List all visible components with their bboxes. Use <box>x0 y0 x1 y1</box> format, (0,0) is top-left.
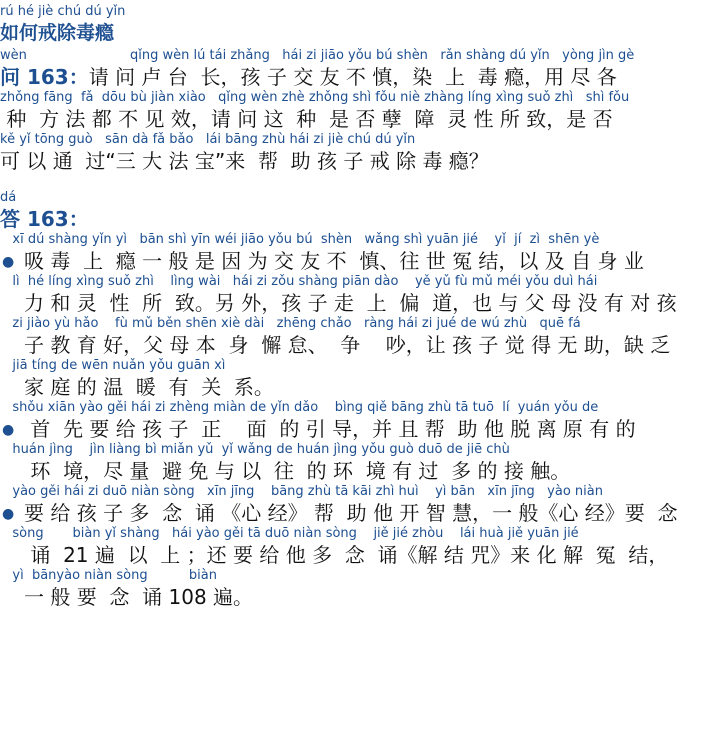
answer-label: 答 163： <box>0 207 89 231</box>
answer-line-text: 一 般 要 念 诵 108 遍。 <box>24 585 254 609</box>
answer-line-text: 吸 毒 上 瘾 一 般 是 因 为 交 友 不 慎、往 世 冤 结，以 及 自 身 业 <box>24 249 644 273</box>
page-title: 如何戒除毒瘾 <box>0 22 115 44</box>
question-line-text: 请 问 卢 台 长，孩 子 交 友 不 慎，染 上 毒 瘾，用 尽 各 <box>88 65 617 89</box>
answer-line-pinyin: sòng biàn yǐ shàng hái yào gěi tā duō niàn sòng jiě jié zhòu lái huà jiě yuān jié <box>0 526 579 541</box>
question-line <box>0 48 703 90</box>
answer-line-pinyin: shǒu xiān yào gěi hái zi zhèng miàn de yǐn dǎo bìng qiě bāng zhù tā tuō lí yuán yǒu de <box>0 400 599 415</box>
answer-line-text: 力 和 灵 性 所 致。另 外，孩 子 走 上 偏 道，也 与 父 母 没 有 对 孩 <box>24 291 677 315</box>
bullet-dot-icon: ● <box>2 254 15 270</box>
answer-line-text: 家 庭 的 温 暖 有 关 系。 <box>24 375 274 399</box>
answer-line-text: 首 先 要 给 孩 子 正 面 的 引 导，并 且 帮 助 他 脱 离 原 有 的 <box>24 417 636 441</box>
answer-line <box>0 400 703 442</box>
answer-heading <box>0 190 703 232</box>
question-line-pinyin: kě yǐ tōng guò sān dà fǎ bǎo lái bāng zhù hái zi jiè chú dú yǐn <box>0 132 416 147</box>
bullet-dot-icon: ● <box>2 422 15 438</box>
answer-line <box>0 568 703 610</box>
answer-line <box>0 484 703 526</box>
answer-line <box>0 442 703 484</box>
title-pinyin: rú hé jiè chú dú yǐn <box>0 4 126 19</box>
answer-line <box>0 358 703 400</box>
answer-line-text: 环 境，尽 量 避 免 与 以 往 的 环 境 有 过 多 的 接 触。 <box>24 459 571 483</box>
answer-line-pinyin: jiā tíng de wēn nuǎn yǒu guān xì <box>0 358 226 373</box>
answer-line-pinyin: yào gěi hái zi duō niàn sòng xīn jīng bāng zhù tā kāi zhì huì yì bān xīn jīng yào niàn <box>0 484 603 499</box>
bullet-dot-icon: ● <box>2 506 15 522</box>
answer-block <box>0 190 703 610</box>
answer-line-text: 诵 21 遍 以 上 ；还 要 给 他 多 念 诵《解 结 咒》来 化 解 冤 结， <box>24 543 669 567</box>
answer-line <box>0 316 703 358</box>
answer-line-pinyin: huán jìng jìn liàng bì miǎn yǔ yǐ wǎng de huán jìng yǒu guò duō de jiē chù <box>0 442 510 457</box>
answer-line-text: 子 教 育 好，父 母 本 身 懈 怠、 争 吵，让 孩 子 觉 得 无 助，缺 乏 <box>24 333 671 357</box>
question-label: 问 163： <box>0 65 89 89</box>
question-block <box>0 48 703 174</box>
answer-bullet <box>0 484 703 610</box>
question-label-pinyin: wèn <box>0 48 27 63</box>
answer-bullet <box>0 232 703 400</box>
question-line-pinyin: zhǒng fāng fǎ dōu bù jiàn xiào qǐng wèn zhè zhǒng shì fǒu niè zhàng líng xìng suǒ zhì shì fǒu <box>0 90 630 105</box>
answer-line <box>0 526 703 568</box>
answer-line <box>0 232 703 274</box>
answer-line-pinyin: yì bānyào niàn sòng biàn <box>0 568 217 583</box>
answer-line <box>0 274 703 316</box>
question-line-text: 种 方 法 都 不 见 效，请 问 这 种 是 否 孽 障 灵 性 所 致，是 否 <box>0 107 613 131</box>
answer-line-pinyin: lì hé líng xìng suǒ zhì lìng wài hái zi zǒu shàng piān dào yě yǔ fù mǔ méi yǒu duì hái <box>0 274 598 289</box>
answer-line-pinyin: zi jiào yù hǎo fù mǔ běn shēn xiè dài zhēng chǎo ràng hái zi jué de wú zhù quē fá <box>0 316 581 331</box>
answer-line-pinyin: xī dú shàng yǐn yì bān shì yīn wéi jiāo yǒu bú shèn wǎng shì yuān jié yǐ jí zì shēn yè <box>0 232 600 247</box>
question-line <box>0 132 703 174</box>
answer-line-text: 要 给 孩 子 多 念 诵 《心 经》 帮 助 他 开 智 慧，一 般《心 经》要 念 <box>24 501 678 525</box>
article-title <box>0 4 703 46</box>
question-line <box>0 90 703 132</box>
question-line-pinyin: qǐng wèn lú tái zhǎng hái zi jiāo yǒu bú shèn rǎn shàng dú yǐn yòng jìn gè <box>88 48 635 63</box>
question-line-text: 可 以 通 过“三 大 法 宝”来 帮 助 孩 子 戒 除 毒 瘾？ <box>0 149 489 173</box>
answer-label-pinyin: dá <box>0 190 17 205</box>
answer-bullet <box>0 400 703 484</box>
